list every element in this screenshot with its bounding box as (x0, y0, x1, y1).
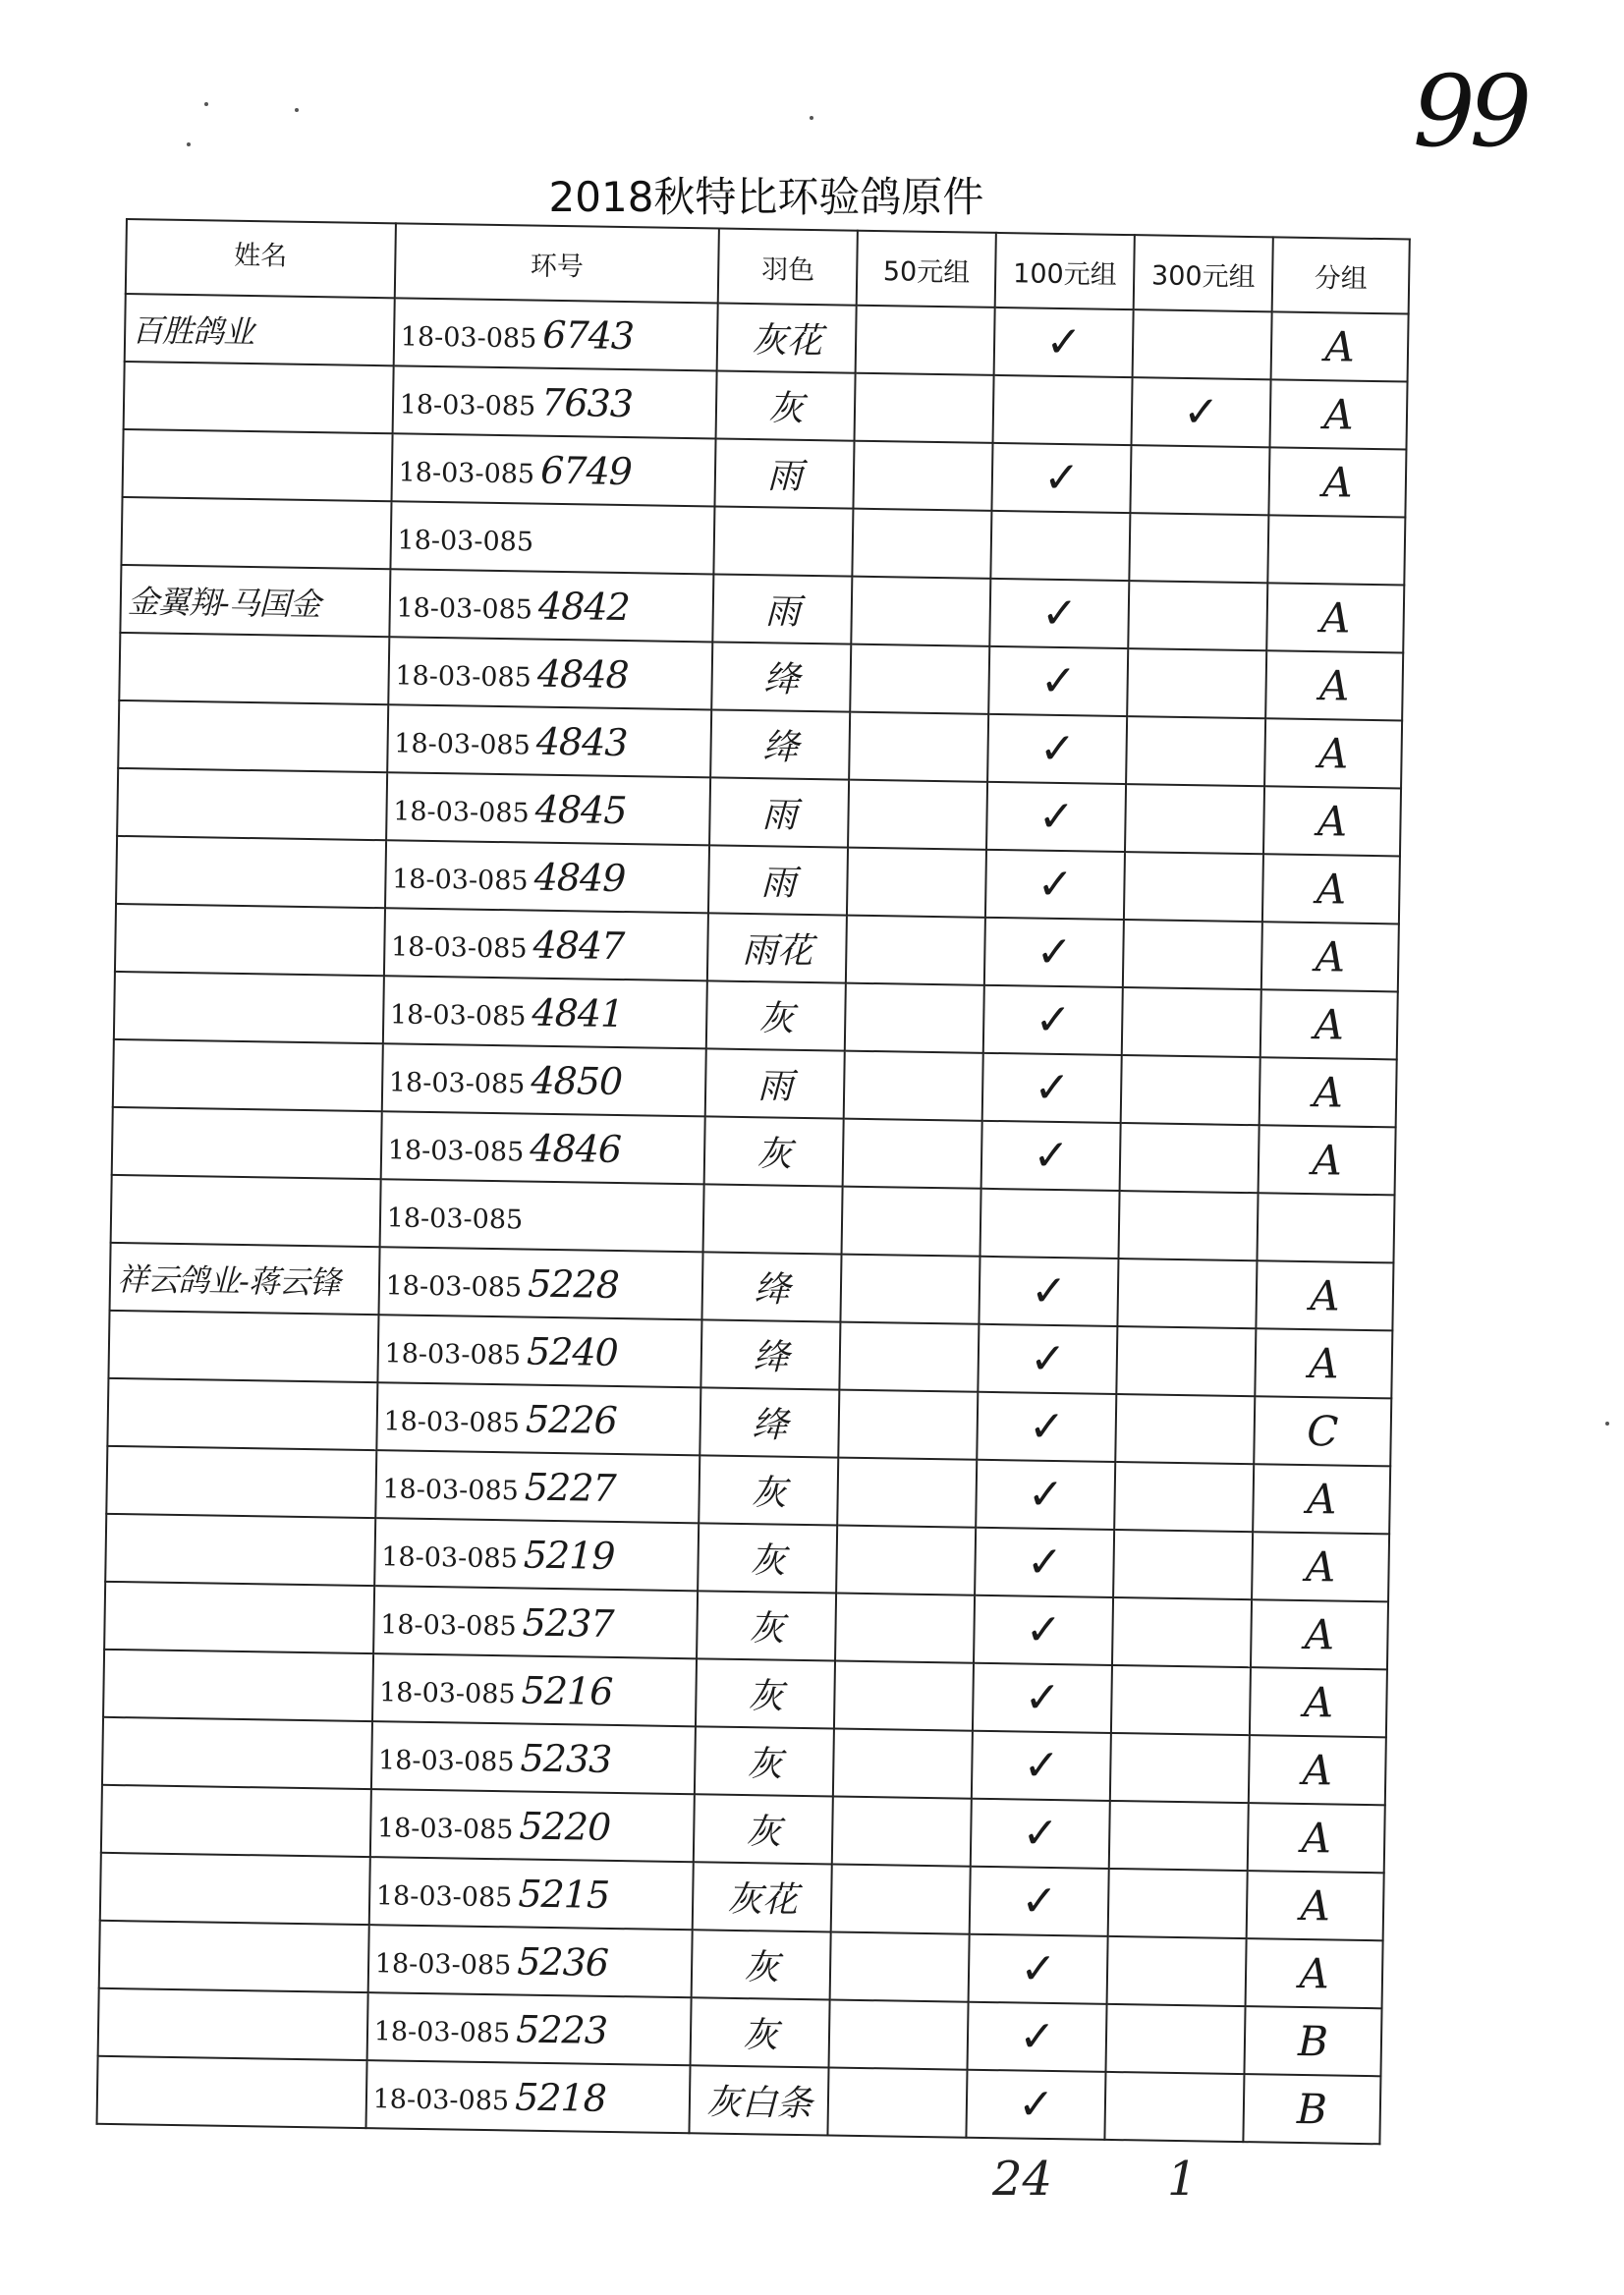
ring-cell (366, 1992, 692, 2065)
owner-cell (107, 1378, 377, 1450)
ring-suffix: 4841 (532, 990, 624, 1036)
ring-suffix: 4850 (531, 1058, 623, 1103)
total-300-count: 1 (1167, 2152, 1198, 2207)
owner-cell (97, 2056, 367, 2128)
owner-cell: 百胜鸽业 (125, 294, 395, 365)
group-50-mark (843, 1119, 982, 1189)
group-50-mark (841, 1255, 980, 1324)
table-body (97, 294, 1409, 2144)
category-cell: A (1249, 1735, 1386, 1805)
ring-cell (369, 1789, 695, 1862)
group-100-mark: ✓ (975, 1528, 1114, 1597)
ring-suffix: 5236 (516, 1938, 609, 1985)
ring-suffix: 5228 (527, 1261, 620, 1307)
owner-cell (123, 429, 393, 501)
ring-cell (379, 1179, 704, 1252)
ring-prefix: 18-03-085 (391, 863, 529, 897)
category-cell: A (1246, 1938, 1383, 2008)
category-cell: A (1266, 583, 1404, 652)
group-300-mark (1130, 513, 1269, 583)
ring-prefix: 18-03-085 (389, 998, 527, 1032)
category-cell: A (1260, 989, 1398, 1059)
category-cell: A (1271, 311, 1409, 381)
owner-cell: 祥云鸽业-蒋云锋 (110, 1243, 380, 1315)
ring-prefix: 18-03-085 (396, 591, 533, 626)
color-cell: 雨 (715, 438, 855, 508)
group-100-mark: ✓ (985, 850, 1125, 920)
owner-cell (105, 1514, 375, 1586)
ring-cell (376, 1382, 701, 1455)
total-100-count: 24 (992, 2152, 1053, 2207)
ring-suffix: 5233 (520, 1736, 612, 1781)
category-cell: A (1264, 718, 1402, 788)
group-100-mark: ✓ (990, 579, 1130, 648)
color-cell: 灰 (704, 1116, 844, 1186)
category-cell: A (1268, 447, 1406, 517)
ring-cell (368, 1857, 694, 1930)
group-300-mark: ✓ (1132, 377, 1271, 447)
registration-table (96, 218, 1411, 2145)
color-cell: 绛 (701, 1319, 841, 1389)
group-100-mark: ✓ (969, 1934, 1108, 2004)
ring-suffix: 4849 (533, 855, 626, 900)
ring-prefix: 18-03-085 (372, 2083, 510, 2116)
group-50-mark (840, 1322, 980, 1392)
group-50-mark (845, 983, 984, 1053)
group-50-mark (851, 644, 990, 714)
ring-cell (378, 1247, 703, 1319)
ring-prefix: 18-03-085 (376, 1812, 514, 1845)
ring-suffix (529, 1194, 530, 1237)
group-300-mark (1131, 445, 1270, 515)
group-300-mark (1115, 1394, 1255, 1464)
category-cell: A (1265, 650, 1403, 720)
ring-prefix: 18-03-085 (394, 727, 532, 761)
group-300-mark (1107, 1936, 1247, 2006)
group-100-mark: ✓ (974, 1595, 1113, 1665)
category-cell: B (1243, 2074, 1380, 2144)
category-cell: A (1247, 1871, 1384, 1940)
ring-prefix: 18-03-085 (387, 1134, 525, 1167)
category-cell: A (1255, 1328, 1392, 1398)
group-100-mark (993, 375, 1133, 445)
color-cell: 灰 (692, 1930, 831, 1999)
ring-cell (372, 1653, 698, 1726)
group-300-mark (1123, 920, 1262, 989)
owner-cell (113, 1039, 383, 1111)
group-50-mark (836, 1526, 976, 1595)
scan-speck (1605, 1422, 1609, 1426)
color-cell: 灰白条 (690, 2065, 829, 2135)
owner-cell (104, 1582, 374, 1653)
group-100-mark: ✓ (976, 1460, 1115, 1530)
owner-cell (115, 904, 385, 976)
group-50-mark (831, 1865, 971, 1934)
category-cell: A (1252, 1532, 1389, 1601)
owner-cell (111, 1175, 381, 1247)
group-50-header: 50元组 (857, 231, 996, 308)
group-50-mark (848, 780, 987, 850)
group-50-mark (853, 509, 992, 579)
owner-cell (106, 1446, 376, 1518)
ring-cell (374, 1518, 700, 1591)
color-cell: 灰花 (693, 1862, 832, 1931)
color-cell: 灰 (706, 980, 846, 1050)
ring-prefix: 18-03-085 (383, 1405, 521, 1438)
ring-cell (365, 2060, 691, 2133)
category-cell: A (1270, 379, 1408, 449)
owner-cell (101, 1785, 371, 1857)
scan-speck (810, 116, 813, 120)
ring-suffix: 5218 (514, 2074, 607, 2120)
color-header: 羽色 (718, 228, 858, 305)
ring-prefix: 18-03-085 (395, 659, 532, 694)
ring-prefix: 18-03-085 (397, 524, 534, 558)
ring-suffix: 5240 (526, 1329, 619, 1374)
ring-suffix: 4845 (534, 787, 627, 832)
ring-suffix: 6749 (539, 448, 633, 493)
group-300-mark (1108, 1869, 1248, 1938)
category-cell: A (1256, 1260, 1393, 1330)
category-cell: B (1245, 2006, 1382, 2076)
ring-cell (392, 365, 717, 438)
group-50-mark (830, 1931, 970, 2001)
group-300-mark (1111, 1665, 1251, 1735)
ring-prefix: 18-03-085 (384, 1337, 522, 1371)
ring-suffix: 5227 (524, 1465, 616, 1510)
owner-cell (121, 497, 391, 569)
owner-cell (103, 1650, 373, 1721)
color-cell: 雨 (713, 574, 853, 644)
ring-prefix: 18-03-085 (374, 1947, 512, 1981)
group-100-mark: ✓ (978, 1392, 1117, 1462)
group-50-mark (842, 1187, 981, 1257)
group-300-mark (1122, 987, 1261, 1057)
group-300-mark (1105, 2072, 1245, 2142)
ring-prefix: 18-03-085 (379, 1608, 517, 1642)
group-50-mark (849, 712, 988, 782)
group-50-mark (839, 1390, 979, 1460)
ring-suffix: 6743 (542, 312, 635, 358)
ring-suffix: 4846 (530, 1126, 622, 1171)
owner-cell (114, 972, 384, 1043)
group-50-mark (844, 1051, 983, 1121)
group-50-mark (834, 1661, 974, 1731)
ring-prefix: 18-03-085 (382, 1473, 520, 1506)
color-cell: 绛 (711, 709, 851, 779)
group-100-mark: ✓ (987, 714, 1127, 784)
category-cell: C (1254, 1396, 1391, 1466)
scan-speck (295, 108, 299, 112)
ring-prefix: 18-03-085 (392, 795, 530, 829)
group-300-mark (1113, 1530, 1253, 1599)
owner-cell (124, 362, 394, 433)
group-100-mark: ✓ (981, 1121, 1121, 1191)
color-cell: 绛 (700, 1387, 840, 1457)
group-100-mark (980, 1189, 1120, 1259)
color-cell: 灰 (699, 1523, 838, 1593)
category-cell: A (1250, 1667, 1387, 1737)
group-100-mark: ✓ (980, 1257, 1119, 1326)
group-100-mark: ✓ (971, 1799, 1110, 1869)
ring-suffix: 4847 (532, 923, 625, 968)
owner-cell: 金翼翔-马国金 (120, 565, 390, 637)
ring-cell (382, 976, 707, 1048)
color-cell: 灰花 (717, 303, 857, 372)
color-cell: 灰 (694, 1794, 833, 1864)
category-cell: A (1253, 1464, 1390, 1534)
group-100-mark: ✓ (968, 2002, 1107, 2072)
group-100-mark: ✓ (988, 646, 1128, 716)
color-cell (714, 506, 854, 576)
ring-suffix (539, 516, 540, 559)
ring-prefix: 18-03-085 (388, 1066, 526, 1099)
group-300-mark (1133, 309, 1272, 379)
group-300-mark (1110, 1733, 1250, 1803)
group-50-mark (832, 1797, 972, 1867)
category-header: 分组 (1272, 237, 1410, 313)
color-cell: 灰 (698, 1591, 837, 1660)
group-100-header: 100元组 (995, 233, 1135, 309)
group-300-mark (1126, 716, 1265, 786)
owner-cell (117, 768, 387, 840)
owner-cell (108, 1311, 378, 1382)
ring-cell (381, 1043, 706, 1116)
group-300-header: 300元组 (1134, 235, 1273, 311)
ring-suffix: 5216 (521, 1668, 613, 1713)
ring-suffix: 4848 (536, 651, 629, 697)
ring-suffix: 4842 (537, 584, 631, 629)
color-cell: 灰 (691, 1997, 830, 2067)
group-50-mark (835, 1594, 975, 1663)
ring-cell (389, 569, 714, 642)
group-300-mark (1128, 581, 1267, 650)
ring-suffix: 5215 (518, 1871, 610, 1917)
color-cell: 雨 (708, 845, 848, 915)
owner-cell (116, 836, 386, 908)
category-cell: A (1259, 1125, 1396, 1195)
color-cell: 雨 (705, 1048, 845, 1118)
group-300-mark (1106, 2004, 1246, 2074)
group-100-mark: ✓ (992, 443, 1132, 513)
group-100-mark: ✓ (983, 985, 1123, 1055)
ring-cell (371, 1721, 697, 1794)
ring-cell (393, 298, 718, 370)
group-100-mark: ✓ (979, 1324, 1118, 1394)
owner-cell (98, 1988, 368, 2060)
group-300-mark (1127, 648, 1266, 718)
color-cell: 灰 (695, 1726, 834, 1796)
ring-cell (367, 1925, 693, 1997)
group-300-mark (1114, 1462, 1254, 1532)
color-cell: 灰 (716, 370, 856, 440)
ring-prefix: 18-03-085 (385, 1269, 523, 1303)
ring-prefix: 18-03-085 (378, 1676, 516, 1709)
group-50-mark (856, 306, 995, 375)
ring-prefix: 18-03-085 (400, 320, 537, 355)
ring-prefix: 18-03-085 (399, 388, 536, 422)
ring-cell (385, 840, 710, 913)
owner-header: 姓名 (126, 219, 396, 298)
owner-cell (112, 1107, 382, 1179)
group-50-mark (852, 577, 991, 646)
page-number: 99 (1413, 54, 1527, 169)
ring-suffix: 5226 (525, 1397, 618, 1442)
scan-speck (204, 102, 208, 106)
ring-prefix: 18-03-085 (377, 1744, 515, 1777)
group-100-mark: ✓ (986, 782, 1126, 852)
owner-cell (100, 1853, 370, 1925)
color-cell: 绛 (712, 642, 852, 711)
group-300-mark (1121, 1055, 1260, 1125)
ring-suffix: 5237 (522, 1600, 614, 1646)
group-300-mark (1124, 852, 1263, 922)
ring-prefix: 18-03-085 (398, 456, 535, 490)
group-300-mark (1117, 1326, 1257, 1396)
group-300-mark (1118, 1259, 1258, 1328)
ring-suffix: 7633 (540, 380, 634, 425)
color-cell (703, 1184, 843, 1254)
group-300-mark (1125, 784, 1264, 854)
ring-cell (384, 908, 709, 980)
ring-prefix: 18-03-085 (375, 1879, 513, 1913)
color-cell: 雨花 (707, 913, 847, 982)
scan-speck (187, 142, 191, 146)
ring-suffix: 5220 (519, 1803, 611, 1849)
ring-prefix: 18-03-085 (381, 1540, 519, 1574)
group-50-mark (854, 441, 993, 511)
group-100-mark: ✓ (972, 1731, 1111, 1801)
ring-cell (387, 704, 712, 777)
category-cell: A (1262, 854, 1400, 924)
ring-prefix: 18-03-085 (386, 1202, 524, 1235)
ring-cell (390, 501, 715, 574)
owner-cell (99, 1921, 369, 1992)
group-50-mark (855, 373, 994, 443)
group-100-mark: ✓ (970, 1867, 1109, 1936)
group-50-mark (847, 848, 986, 918)
ring-header: 环号 (394, 223, 719, 303)
group-100-mark: ✓ (973, 1663, 1112, 1733)
owner-cell (118, 700, 388, 772)
group-50-mark (829, 1999, 969, 2069)
category-cell (1258, 1193, 1395, 1262)
ring-cell (386, 772, 711, 845)
category-cell: A (1263, 786, 1401, 856)
ring-cell (373, 1586, 699, 1658)
group-100-mark (991, 511, 1131, 581)
group-100-mark: ✓ (984, 918, 1124, 987)
category-cell: A (1261, 922, 1399, 991)
category-cell: A (1248, 1803, 1385, 1873)
ring-suffix: 5219 (523, 1533, 615, 1578)
group-300-mark (1120, 1123, 1260, 1193)
color-cell: 雨 (710, 777, 850, 847)
ring-cell (377, 1315, 702, 1387)
group-300-mark (1112, 1597, 1252, 1667)
category-cell: A (1260, 1057, 1397, 1127)
ring-cell (375, 1450, 700, 1523)
document-title: 2018秋特比环验鸽原件 (548, 173, 984, 221)
ring-prefix: 18-03-085 (373, 2015, 511, 2048)
group-100-mark: ✓ (982, 1053, 1122, 1123)
ring-cell (380, 1111, 705, 1184)
group-100-mark: ✓ (967, 2070, 1106, 2140)
group-300-mark (1109, 1801, 1249, 1871)
color-cell: 灰 (696, 1658, 835, 1728)
group-50-mark (838, 1458, 978, 1528)
ring-prefix: 18-03-085 (390, 930, 528, 965)
ring-suffix: 4843 (535, 719, 628, 764)
group-100-mark: ✓ (994, 308, 1134, 377)
group-50-mark (846, 916, 985, 985)
ring-cell (388, 637, 713, 709)
ring-suffix: 5223 (515, 2006, 608, 2052)
group-300-mark (1119, 1191, 1259, 1260)
category-cell: A (1251, 1599, 1388, 1669)
category-cell (1267, 515, 1405, 585)
color-cell: 绛 (702, 1252, 842, 1321)
ring-cell (391, 433, 716, 506)
group-50-mark (828, 2067, 968, 2137)
group-50-mark (833, 1729, 973, 1799)
color-cell: 灰 (700, 1455, 839, 1525)
owner-cell (119, 633, 389, 704)
owner-cell (102, 1717, 372, 1789)
